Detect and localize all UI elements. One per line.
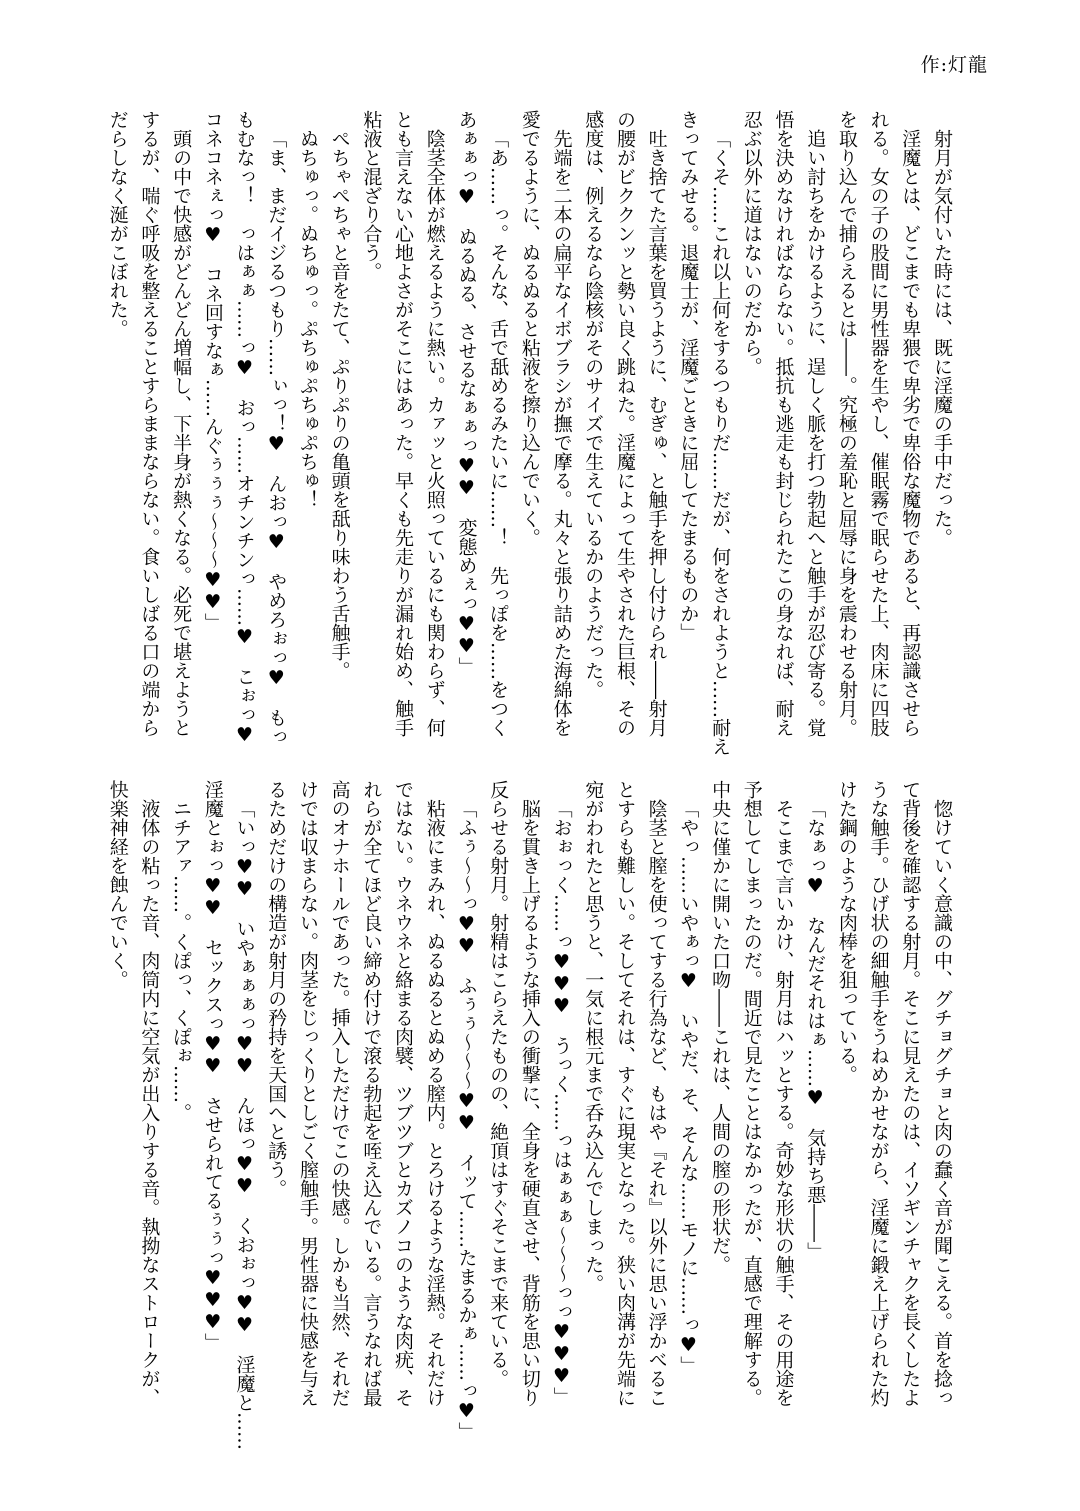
text-column: 陰茎と膣を使ってする行為など、もはや『それ』以外に思い浮かべるこ xyxy=(645,799,668,1407)
bottom-text-block xyxy=(101,780,957,1450)
text-column: 忍ぶ以外に道はないのだから。 xyxy=(740,110,763,376)
text-column: 宛がわれたと思うと、一気に根元まで呑み込んでしまった。 xyxy=(582,780,605,1293)
text-column: 吐き捨てた言葉を買うように、むぎゅ、と触手を押し付けられ――射月 xyxy=(645,129,668,737)
author-credit: 作:灯龍 xyxy=(920,54,988,76)
text-column: コネコネぇっ♥ コネ回すなぁ……んぐぅぅぅ～～～♥♥」 xyxy=(201,110,224,632)
text-column: 「なぁっ♥ なんだそれはぁ……♥ 気持ち悪――」 xyxy=(804,799,827,1261)
text-column: 先端を二本の扁平なイボブラシが撫で摩る。丸々と張り詰めた海綿体を xyxy=(550,129,573,737)
top-text-block xyxy=(101,110,957,758)
text-column: けた鋼のような肉棒を狙っている。 xyxy=(835,780,858,1084)
text-column: 「やっ……いやぁっ♥ いやだ、そ、そんな……モノに……っ♥」 xyxy=(677,799,700,1375)
text-column: もむなっ！ っはぁぁ……っ♥ おっ……オチンチンっ……♥ こぉっ♥ xyxy=(233,110,256,746)
text-column: するが、喘ぐ呼吸を整えることすらままならない。食いしばる口の端から xyxy=(138,110,161,737)
text-column: の腰がビククンッと勢い良く跳ねた。淫魔によって生やされた巨根、その xyxy=(613,110,636,737)
text-column: ぬちゅっ。ぬちゅっ。ぷちゅぷちゅぷちゅ！ xyxy=(296,129,319,509)
text-column: うな触手。ひげ状の細触手をうねめかせながら、淫魔に鍛え上げられた灼 xyxy=(867,780,890,1407)
text-column: ではない。ウネウネと絡まる肉襞、ツブツブとカズノコのような肉疣、そ xyxy=(392,780,415,1407)
text-column: 悟を決めなければならない。抵抗も逃走も封じられたこの身なれば、耐え xyxy=(772,110,795,737)
text-column: て背後を確認する射月。そこに見えたのは、イソギンチャクを長くしたよ xyxy=(899,780,922,1407)
text-column: れらが全てほど良い締め付けで滾る勃起を咥え込んでいる。言うなれば最 xyxy=(360,780,383,1407)
text-column: 予想してしまったのだ。間近で見たことはなかったが、直感で理解する。 xyxy=(740,780,763,1407)
text-column: ぺちゃぺちゃと音をたて、ぷりぷりの亀頭を舐り味わう舌触手。 xyxy=(328,129,351,680)
text-column: 「ま、まだイジるつもり……ぃっ！♥ んおっ♥ やめろぉっ♥ もっ xyxy=(265,129,288,746)
text-column: れる。女の子の股間に男性器を生やし、催眠霧で眠らせた上、肉床に四肢 xyxy=(867,110,890,737)
text-column: あぁぁっ♥ ぬるぬる、させるなぁぁっ♥♥ 変態めぇっ♥♥」 xyxy=(455,110,478,676)
text-column: とすらも難しい。そしてそれは、すぐに現実となった。狭い肉溝が先端に xyxy=(613,780,636,1407)
text-column: だらしなく涎がこぼれた。 xyxy=(106,110,129,338)
text-column: 粘液と混ざり合う。 xyxy=(360,110,383,281)
text-column: 淫魔とぉっ♥♥ セックスっ♥♥ させられてるぅぅっ♥♥♥」 xyxy=(201,780,224,1352)
text-column: 射月が気付いた時には、既に淫魔の手中だった。 xyxy=(931,129,953,547)
text-column: けでは収まらない。肉茎をじっくりとしごく膣触手。男性器に快感を与え xyxy=(296,780,319,1407)
text-column: とも言えない心地よさがそこにはあった。早くも先走りが漏れ始め、触手 xyxy=(392,110,415,737)
text-column: 脳を貫き上げるような挿入の衝撃に、全身を硬直させ、背筋を思い切り xyxy=(518,799,541,1407)
text-column: 快楽神経を蝕んでいく。 xyxy=(106,780,129,989)
text-column: 頭の中で快感がどんどん増幅し、下半身が熱くなる。必死で堪えようと xyxy=(170,129,193,737)
text-column: 反らせる射月。射精はこらえたものの、絶頂はすぐそこまで来ている。 xyxy=(487,780,510,1388)
text-column: るためだけの構造が射月の矜持を天国へと誘う。 xyxy=(265,780,288,1198)
text-column: 「くそ……これ以上何をするつもりだ……だが、何をされようと……耐え xyxy=(709,129,732,756)
text-column: 陰茎全体が燃えるように熱い。カァッと火照っているにも関わらず、何 xyxy=(423,129,446,737)
text-column: ニチアァ……。くぽっ、くぽぉ……。 xyxy=(170,799,193,1122)
text-column: 「あ……っ。そんな、舌で舐めるみたいに……！ 先っぽを……をつく xyxy=(487,129,510,737)
text-column: 「おぉっく……っ♥♥♥ うっく……っはぁぁぁ～～～っっ♥♥♥」 xyxy=(550,799,573,1406)
text-column: そこまで言いかけ、射月はハッとする。奇妙な形状の触手、その用途を xyxy=(772,799,795,1407)
text-column: 液体の粘った音、肉筒内に空気が出入りする音。執拗なストロークが、 xyxy=(138,799,161,1407)
text-column: 高のオナホールであった。挿入しただけでこの快感。しかも当然、それだ xyxy=(328,780,351,1407)
text-column: きってみせる。退魔士が、淫魔ごときに屈してたまるものか」 xyxy=(677,110,700,642)
text-column: 惚けていく意識の中、グチョグチョと肉の蠢く音が聞こえる。首を捻っ xyxy=(931,799,953,1407)
text-column: 愛でるように、ぬるぬると粘液を擦り込んでいく。 xyxy=(518,110,541,547)
text-column: を取り込んで捕らえるとは――。究極の羞恥と屈辱に身を震わせる射月。 xyxy=(835,110,858,737)
text-column: 中央に僅かに開いた口吻――これは、人間の膣の形状だ。 xyxy=(709,780,732,1274)
text-column: 「いっ♥♥ いやぁぁぁっ♥♥ んほっ♥♥ くおぉっ♥♥ 淫魔と…… xyxy=(233,799,256,1450)
text-column: 粘液にまみれ、ぬるぬるとぬめる膣内。とろけるような淫熱。それだけ xyxy=(423,799,446,1407)
text-column: 感度は、例えるなら陰核がそのサイズで生えているかのようだった。 xyxy=(582,110,605,699)
text-column: 追い討ちをかけるように、逞しく脈を打つ勃起へと触手が忍び寄る。覚 xyxy=(804,129,827,737)
text-column: 淫魔とは、どこまでも卑猥で卑劣で卑俗な魔物であると、再認識させら xyxy=(899,129,922,737)
text-column: 「ふぅ～～っ♥♥ ふぅぅ～～～♥♥ イッて……たまるかぁ……っ♥」 xyxy=(455,799,478,1441)
